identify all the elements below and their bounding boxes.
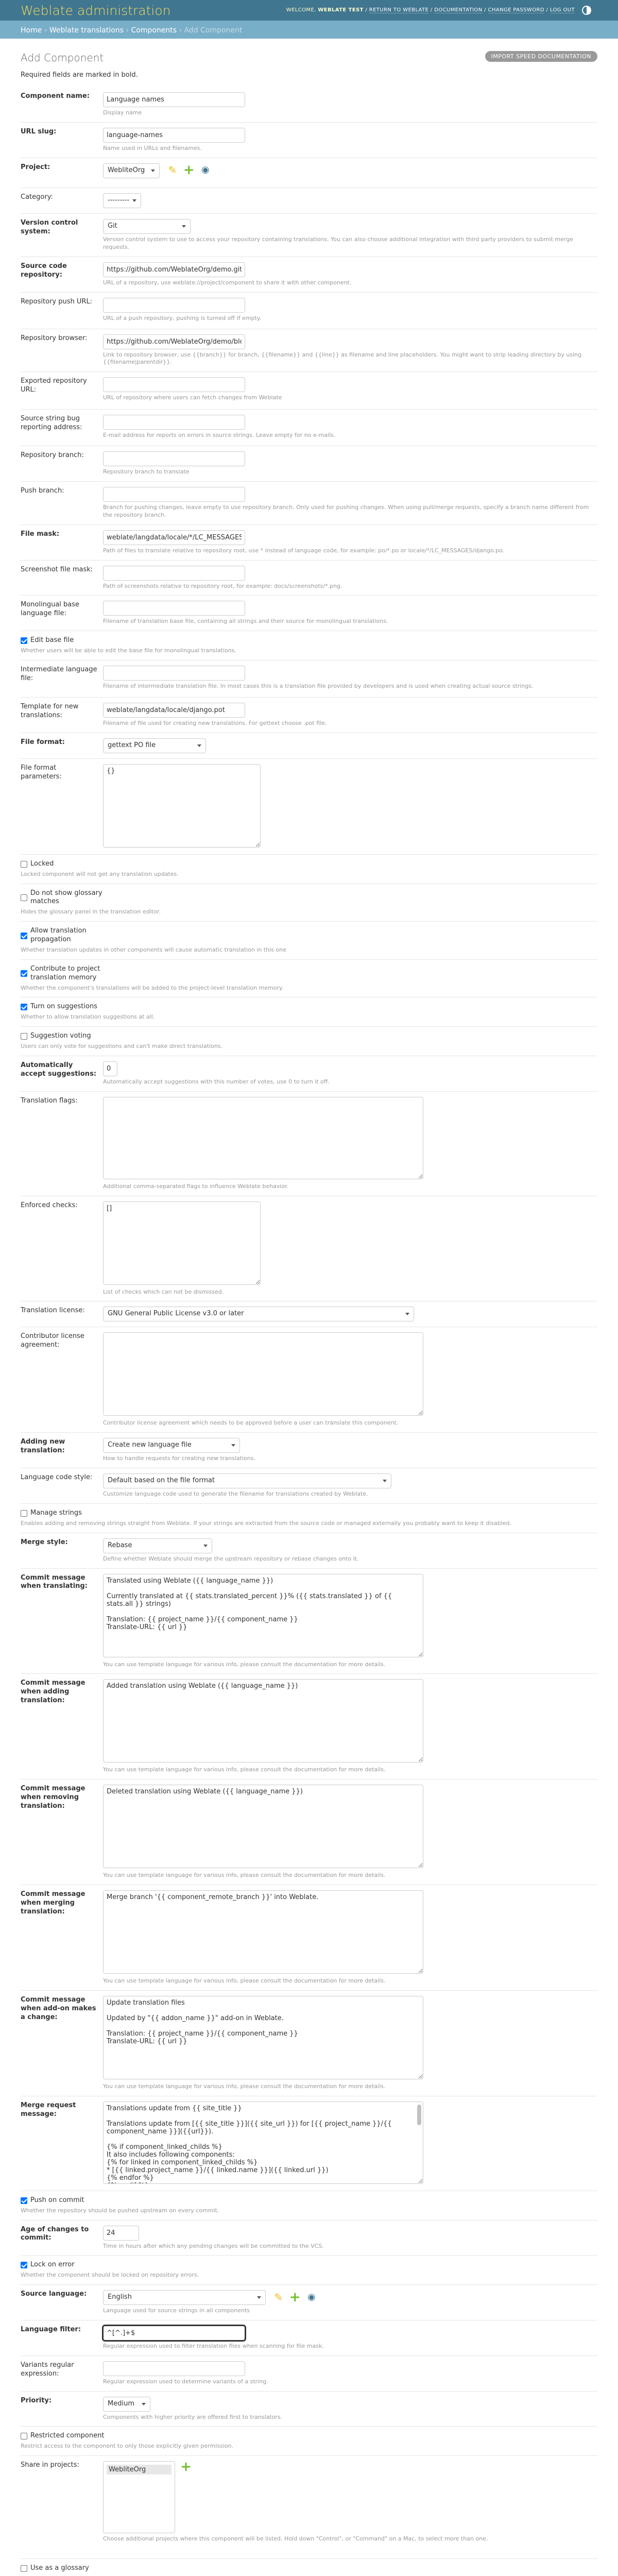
lang-code-style-help: Customize language code used to generate the filename for translations created by Weblate.	[103, 1490, 368, 1498]
language-regex-label: Language filter:	[21, 2325, 81, 2333]
push-on-commit-label: Push on commit	[30, 2196, 84, 2204]
add-link-project-icon[interactable]: +	[180, 2459, 192, 2475]
row-manage-strings	[21, 1504, 597, 1533]
row-new-base	[21, 698, 597, 733]
row-filemask	[21, 525, 597, 561]
breadcrumb-model[interactable]: Components	[131, 26, 177, 35]
project-select[interactable]: WebliteOrg	[103, 163, 160, 178]
breadcrumb-separator: ›	[44, 26, 47, 35]
file-format-label: File format:	[21, 738, 65, 746]
lang-code-style-label: Language code style:	[21, 1473, 93, 1482]
lock-on-error-label: Lock on error	[30, 2261, 75, 2269]
contribute-memory-label: Contribute to project translation memory	[30, 964, 100, 981]
source-language-select[interactable]: English	[103, 2290, 266, 2305]
filemask-label: File mask:	[21, 530, 60, 538]
locked-label: Locked	[30, 859, 54, 868]
row-edit-template	[21, 631, 597, 660]
row-priority	[21, 2392, 597, 2427]
new-base-input[interactable]	[103, 703, 245, 718]
row-file-format-params	[21, 759, 597, 855]
view-project-icon[interactable]: ◉	[201, 164, 210, 176]
locked-checkbox[interactable]	[21, 861, 27, 868]
row-browser	[21, 329, 597, 372]
is-glossary-label: Use as a glossary	[30, 2564, 89, 2572]
bug-report-help: E-mail address for reports on errors in source strings. Leave empty for no e-mails.	[103, 432, 336, 439]
exported-repo-help: URL of repository where users can fetch changes from Weblate	[103, 394, 282, 401]
edit-template-checkbox[interactable]	[21, 637, 27, 644]
exported-repo-input[interactable]	[103, 377, 245, 392]
pull-msg-scrollbar[interactable]	[417, 2105, 421, 2125]
row-repo	[21, 257, 597, 293]
theme-toggle-icon[interactable]	[582, 6, 591, 15]
new-base-label: Template for new translations:	[21, 703, 79, 719]
row-turn-suggestions	[21, 997, 597, 1027]
return-link[interactable]: RETURN TO WEBLATE	[369, 7, 429, 13]
license-label: Translation license:	[21, 1307, 85, 1315]
row-url-slug	[21, 123, 597, 158]
push-url-label: Repository push URL:	[21, 297, 93, 306]
breadcrumb-separator: ›	[126, 26, 129, 35]
branch-label: Repository branch:	[21, 451, 84, 460]
row-source-language	[21, 2285, 597, 2320]
push-on-commit-help: Whether the repository should be pushed upstream on every commit.	[21, 2207, 219, 2214]
row-new-lang	[21, 1433, 597, 1468]
url-slug-help: Name used in URLs and filenames.	[103, 144, 202, 151]
push-branch-input[interactable]	[103, 487, 245, 502]
lock-on-error-help: Whether the component should be locked on repository errors.	[21, 2272, 199, 2279]
push-url-help: URL of a push repository, pushing is turned off if empty.	[103, 314, 262, 321]
lang-code-style-select[interactable]: Default based on the file format	[103, 1473, 391, 1488]
browser-help: Link to repository browser, use {{branch}} for branch, {{filename}} and {{line}} as filename and line placeholders. You might want to strip leading directory by using {{filename|parentdir}}.	[103, 351, 582, 366]
agreement-textarea[interactable]	[103, 1332, 423, 1416]
template-label: Monolingual base language file:	[21, 601, 80, 618]
commit-msg-textarea[interactable]	[103, 1574, 423, 1657]
restricted-help: Restrict access to the component to only those explicitly given permission.	[21, 2443, 234, 2450]
breadcrumb-current: Add Component	[184, 26, 243, 35]
bug-report-label: Source string bug reporting address:	[21, 415, 82, 432]
import-speed-documentation-button[interactable]: IMPORT SPEED DOCUMENTATION	[485, 51, 597, 62]
pull-msg-label: Merge request message:	[21, 2101, 76, 2118]
row-suggestion-voting	[21, 1027, 597, 1056]
delete-msg-textarea[interactable]	[103, 1785, 423, 1868]
enforced-checks-help: List of checks which can not be dismissed.	[103, 1288, 224, 1295]
row-lock-on-error	[21, 2256, 597, 2285]
repo-input[interactable]	[103, 262, 245, 277]
commit-msg-label: Commit message when translating:	[21, 1573, 88, 1590]
enforced-checks-textarea[interactable]	[103, 1201, 261, 1285]
repo-label: Source code repository:	[21, 262, 67, 279]
allow-propagation-help: Whether translation updates in other components will cause automatic translation in this one	[21, 946, 286, 953]
row-is-glossary	[21, 2559, 597, 2576]
push-on-commit-checkbox[interactable]	[21, 2197, 27, 2204]
row-locked	[21, 855, 597, 884]
links-help: Choose additional projects where this component will be listed. Hold down "Control", or "Command" on a Mac, to select more than one.	[103, 2535, 488, 2543]
row-pull-msg	[21, 2096, 597, 2191]
commit-age-help: Time in hours after which any pending changes will be committed to the VCS.	[103, 2242, 324, 2249]
row-commit-msg	[21, 1569, 597, 1674]
vcs-label: Version control system:	[21, 218, 78, 235]
locked-help: Locked component will not get any translation updates.	[21, 870, 179, 877]
priority-select[interactable]: Medium	[103, 2397, 150, 2412]
no-glossary-checkbox[interactable]	[21, 894, 27, 901]
component-name-input[interactable]	[103, 92, 245, 107]
is-glossary-checkbox[interactable]	[21, 2565, 27, 2572]
admin-header	[0, 0, 618, 21]
no-glossary-label: Do not show glossary matches	[30, 889, 102, 906]
new-base-help: Filename of file used for creating new translations. For gettext choose .pot file.	[103, 720, 327, 727]
push-branch-help: Branch for pushing changes, leave empty to use repository branch. Only used for pushing changes. When using pull/merge requests, specify a branch name different from the repository branch.	[103, 504, 589, 518]
row-push-url	[21, 293, 597, 329]
push-url-input[interactable]	[103, 298, 245, 313]
branch-input[interactable]	[103, 451, 245, 466]
contribute-memory-checkbox[interactable]	[21, 970, 27, 977]
source-language-label: Source language:	[21, 2290, 87, 2298]
license-select[interactable]: GNU General Public License v3.0 or later	[103, 1307, 414, 1321]
flags-textarea[interactable]	[103, 1097, 423, 1179]
breadcrumb	[0, 21, 618, 39]
row-variant-regex	[21, 2356, 597, 2392]
agreement-label: Contributor license agreement:	[21, 1332, 84, 1349]
manage-strings-help: Enables adding and removing strings straight from Weblate. If your strings are extracted from the source code or managed externally you probably want to keep it disabled.	[21, 1519, 512, 1527]
row-merge-msg	[21, 1885, 597, 1991]
agreement-help: Contributor license agreement which needs to be approved before a user can translate this component.	[103, 1419, 399, 1427]
turn-suggestions-label: Turn on suggestions	[30, 1003, 97, 1011]
repo-help: URL of a repository, use weblate://project/component to share it with other component.	[103, 279, 352, 286]
variant-regex-label: Variants regular expression:	[21, 2361, 74, 2378]
template-help: Filename of translation base file, containing all strings and their source for monolingual translations.	[103, 618, 388, 625]
row-license	[21, 1301, 597, 1327]
links-multiselect[interactable]	[103, 2461, 175, 2533]
flags-help: Additional comma-separated flags to influence Weblate behavior.	[103, 1182, 289, 1190]
source-language-help: Language used for source strings in all components	[103, 2307, 250, 2314]
contribute-memory-help: Whether the component's translations will be added to the project-level translation memory.	[21, 984, 284, 991]
links-option[interactable]: WebliteOrg	[107, 2465, 171, 2475]
row-vcs	[21, 214, 597, 257]
branch-help: Repository branch to translate	[103, 468, 190, 476]
language-regex-input[interactable]	[103, 2326, 245, 2341]
change-password-link[interactable]: CHANGE PASSWORD	[488, 7, 544, 13]
user-tools: WELCOME, WEBLATE TEST / RETURN TO WEBLATE / DOCUMENTATION / CHANGE PASSWORD / LOG OUT	[286, 7, 575, 13]
restricted-checkbox[interactable]	[21, 2433, 27, 2439]
add-language-icon[interactable]: +	[289, 2289, 301, 2305]
row-delete-msg	[21, 1780, 597, 1885]
row-addon-msg	[21, 1991, 597, 2096]
manage-strings-checkbox[interactable]	[21, 1510, 27, 1517]
page-title: Add Component	[21, 52, 104, 64]
row-project	[21, 158, 597, 188]
push-branch-label: Push branch:	[21, 487, 64, 495]
row-file-format	[21, 733, 597, 759]
add-msg-label: Commit message when adding translation:	[21, 1679, 85, 1705]
url-slug-label: URL slug:	[21, 127, 57, 135]
logout-link[interactable]: LOG OUT	[550, 7, 575, 13]
links-label: Share in projects:	[21, 2461, 79, 2469]
breadcrumb-separator: ›	[179, 26, 182, 35]
turn-suggestions-help: Whether to allow translation suggestions at all.	[21, 1013, 155, 1021]
merge-msg-textarea[interactable]	[103, 1890, 423, 1974]
row-intermediate	[21, 660, 597, 698]
auto-accept-input[interactable]	[103, 1061, 117, 1076]
username: WEBLATE TEST	[318, 7, 364, 13]
browser-input[interactable]	[103, 334, 245, 349]
vcs-select[interactable]: Git	[103, 219, 191, 234]
row-push-on-commit	[21, 2191, 597, 2221]
component-name-help: Display name	[103, 109, 142, 116]
row-bug-report	[21, 410, 597, 446]
addon-msg-help: You can use template language for various info, please consult the documentation for more details.	[103, 2082, 386, 2090]
new-lang-help: How to handle requests for creating new translations.	[103, 1455, 255, 1462]
edit-project-icon[interactable]: ✎	[168, 164, 177, 177]
row-lang-code-style	[21, 1468, 597, 1504]
edit-template-label: Edit base file	[30, 636, 74, 645]
file-format-params-textarea[interactable]	[103, 764, 261, 848]
suggestion-voting-label: Suggestion voting	[30, 1032, 91, 1040]
screenshot-filemask-label: Screenshot file mask:	[21, 565, 93, 573]
row-contribute-memory	[21, 960, 597, 998]
welcome-text: WELCOME,	[286, 7, 316, 13]
edit-template-help: Whether users will be able to edit the base file for monolingual translations.	[21, 647, 237, 654]
main-content	[21, 40, 597, 2576]
browser-label: Repository browser:	[21, 334, 88, 342]
allow-propagation-checkbox[interactable]	[21, 933, 27, 939]
row-merge-style	[21, 1533, 597, 1569]
suggestion-voting-checkbox[interactable]	[21, 1033, 27, 1040]
row-auto-accept	[21, 1056, 597, 1092]
filemask-input[interactable]	[103, 530, 245, 545]
required-note: Required fields are marked in bold.	[21, 71, 138, 79]
documentation-link[interactable]: DOCUMENTATION	[434, 7, 483, 13]
auto-accept-help: Automatically accept suggestions with this number of votes, use 0 to turn it off.	[103, 1078, 330, 1085]
allow-propagation-label: Allow translation propagation	[30, 927, 87, 944]
new-lang-label: Adding new translation:	[21, 1438, 65, 1455]
row-no-glossary	[21, 884, 597, 922]
row-commit-age	[21, 2221, 597, 2256]
breadcrumb-app[interactable]: Weblate translations	[49, 26, 124, 35]
view-language-icon[interactable]: ◉	[307, 2291, 316, 2302]
manage-strings-label: Manage strings	[30, 1509, 82, 1517]
file-format-select[interactable]: gettext PO file	[103, 738, 206, 753]
restricted-label: Restricted component	[30, 2432, 105, 2440]
language-regex-help: Regular expression used to filter translation files when scanning for file mask.	[103, 2342, 324, 2349]
delete-msg-help: You can use template language for various info, please consult the documentation for more details.	[103, 1872, 386, 1879]
pull-msg-textarea[interactable]	[103, 2102, 423, 2184]
edit-language-icon[interactable]: ✎	[274, 2291, 283, 2303]
row-flags	[21, 1092, 597, 1196]
merge-msg-label: Commit message when merging translation:	[21, 1890, 85, 1916]
commit-age-label: Age of changes to commit:	[21, 2225, 89, 2242]
category-label: Category:	[21, 193, 53, 201]
row-language-regex	[21, 2320, 597, 2356]
breadcrumb-home[interactable]: Home	[21, 26, 42, 35]
row-category	[21, 188, 597, 214]
row-exported-repo	[21, 372, 597, 410]
commit-age-input[interactable]	[103, 2226, 139, 2241]
merge-msg-help: You can use template language for various info, please consult the documentation for more details.	[103, 1977, 386, 1985]
row-enforced-checks	[21, 1196, 597, 1302]
addon-msg-label: Commit message when add-on makes a change:	[21, 1995, 96, 2021]
turn-suggestions-checkbox[interactable]	[21, 1004, 27, 1010]
priority-label: Priority:	[21, 2396, 52, 2404]
suggestion-voting-help: Users can only vote for suggestions and can't make direct translations.	[21, 1043, 223, 1050]
lock-on-error-checkbox[interactable]	[21, 2262, 27, 2268]
row-restricted	[21, 2427, 597, 2456]
row-branch	[21, 446, 597, 482]
filemask-help: Path of files to translate relative to repository root, use * instead of language code, for example: po/*.po or locale/*/LC_MESSAGES/django.po.	[103, 547, 505, 554]
vcs-help: Version control system to use to access your repository containing translations. You can also choose additional integration with third party providers to submit merge requests.	[103, 235, 573, 250]
screenshot-filemask-input[interactable]	[103, 566, 245, 581]
row-screenshot-filemask	[21, 561, 597, 596]
add-msg-textarea[interactable]	[103, 1679, 423, 1762]
enforced-checks-label: Enforced checks:	[21, 1201, 78, 1209]
intermediate-help: Filename of intermediate translation file. In most cases this is a translation file provided by developers and is used when creating actual source strings.	[103, 683, 534, 690]
row-links	[21, 2456, 597, 2559]
project-label: Project:	[21, 163, 50, 171]
template-input[interactable]	[103, 601, 245, 616]
commit-msg-help: You can use template language for various info, please consult the documentation for more details.	[103, 1660, 386, 1668]
auto-accept-label: Automatically accept suggestions:	[21, 1061, 96, 1078]
priority-help: Components with higher priority are offered first to translators.	[103, 2413, 283, 2420]
bug-report-input[interactable]	[103, 415, 245, 430]
site-branding[interactable]: Weblate administration	[21, 3, 171, 18]
no-glossary-help: Hides the glossary panel in the translation editor.	[21, 908, 161, 916]
new-lang-select[interactable]: Create new language file	[103, 1438, 240, 1453]
row-add-msg	[21, 1674, 597, 1780]
file-format-params-label: File format parameters:	[21, 764, 62, 781]
intermediate-input[interactable]	[103, 666, 245, 681]
row-push-branch	[21, 482, 597, 525]
delete-msg-label: Commit message when removing translation:	[21, 1785, 85, 1810]
url-slug-input[interactable]	[103, 128, 245, 143]
category-select[interactable]: ---------	[103, 193, 141, 208]
merge-style-select[interactable]: Rebase	[103, 1538, 212, 1553]
variant-regex-help: Regular expression used to determine variants of a string.	[103, 2378, 268, 2385]
add-msg-help: You can use template language for various info, please consult the documentation for more details.	[103, 1766, 386, 1773]
addon-msg-textarea[interactable]	[103, 1996, 423, 2079]
exported-repo-label: Exported repository URL:	[21, 377, 87, 394]
component-name-label: Component name:	[21, 92, 90, 100]
row-allow-propagation	[21, 922, 597, 960]
flags-label: Translation flags:	[21, 1096, 78, 1105]
variant-regex-input[interactable]	[103, 2361, 245, 2376]
add-project-icon[interactable]: +	[183, 162, 195, 178]
row-agreement	[21, 1327, 597, 1433]
row-template	[21, 596, 597, 631]
row-component-name	[21, 87, 597, 123]
merge-style-label: Merge style:	[21, 1538, 68, 1546]
intermediate-label: Intermediate language file:	[21, 666, 97, 682]
merge-style-help: Define whether Weblate should merge the upstream repository or rebase changes onto it.	[103, 1555, 359, 1562]
screenshot-filemask-help: Path of screenshots relative to repository root, for example: docs/screenshots/*.png.	[103, 582, 342, 589]
